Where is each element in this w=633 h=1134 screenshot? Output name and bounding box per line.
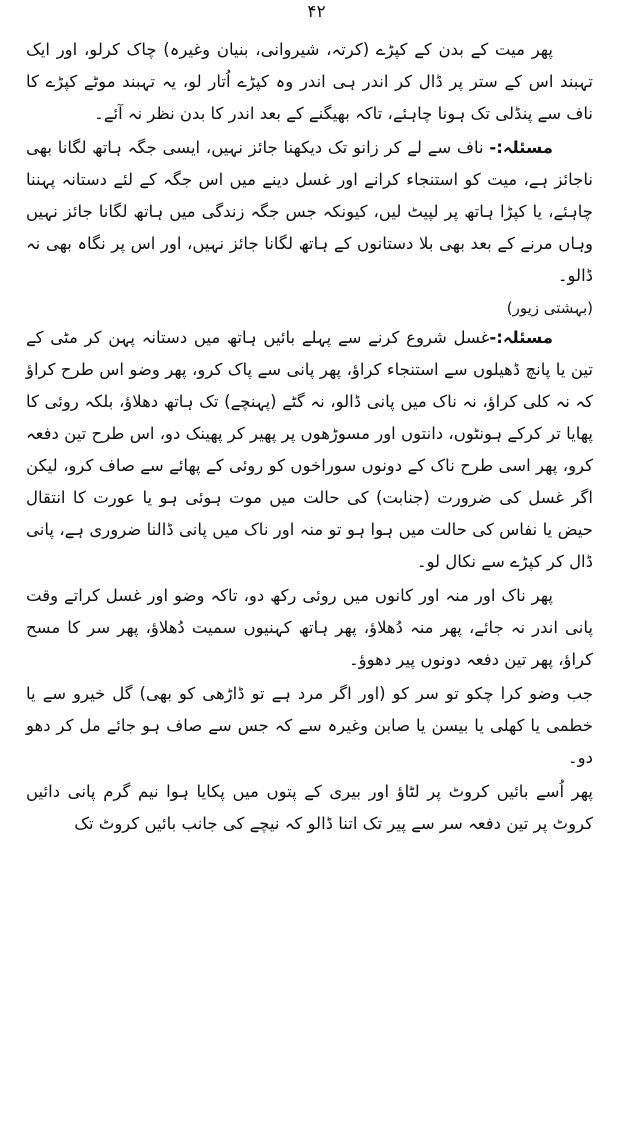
source-note: (بہشتی زیور): [506, 299, 593, 317]
paragraph-2: [26, 132, 593, 292]
paragraph-5: [26, 678, 593, 774]
page-number: ۴۲: [307, 2, 326, 22]
paragraph-1: [26, 34, 593, 130]
paragraph-1-text: پھر میت کے بدن کے کپڑے (کرتہ، شیروانی، بنیان وغیرہ) چاک کرلو، اور ایک تہبند اس کے ستر پر ڈال کر اندر ہی اندر وہ کپڑے اُتار لو، یہ تہبند موٹے کپڑے کا ناف سے پنڈلی تک ہونا چاہئے، تاکہ بھیگنے کے بعد اندر کا بدن نظر نہ آئے۔: [26, 40, 593, 123]
paragraph-3-text: غسل شروع کرنے سے پہلے بائیں ہاتھ میں دستانہ پہن کر مٹی کے تین یا پانچ ڈھیلوں سے استنجاء کراؤ، پھر پانی سے پاک کرو، پھر وضو اس طرح کراؤ کہ نہ کلی کراؤ، نہ ناک میں پانی ڈالو، نہ گٹے (پہنچے) تک ہاتھ دھلاؤ، بلکہ روئی کا پھایا تر کرکے ہونٹوں، دانتوں اور مسوڑھوں پر پھیر کر پھینک دو، اس طرح تین دفعہ کرو، پھر اسی طرح ناک کے دونوں سوراخوں کو روئی کے پھائے سے صاف کرو، لیکن اگر غسل کی ضرورت (جنابت) کی حالت میں موت ہوئی ہو یا عورت کا انتقال حیض یا نفاس کی حالت میں ہوا ہو تو منہ اور ناک میں پانی ڈالنا ضروری ہے، پانی ڈال کر کپڑے سے نکال لو۔: [26, 328, 593, 571]
masala-label: مسئلہ:-: [489, 138, 553, 157]
paragraph-6-text: پھر اُسے بائیں کروٹ پر لٹاؤ اور بیری کے پتوں میں پکایا ہوا نیم گرم پانی دائیں کروٹ پر تین دفعہ سر سے پیر تک اتنا ڈالو کہ نیچے کی جانب بائیں کروٹ تک: [26, 782, 593, 833]
paragraph-4-text: پھر ناک اور منہ اور کانوں میں روئی رکھ دو، تاکہ وضو اور غسل کراتے وقت پانی اندر نہ جائے، پھر منہ دُھلاؤ، پھر ہاتھ کہنیوں سمیت دُھلاؤ، پھر سر کا مسح کراؤ، پھر تین دفعہ دونوں پیر دھوؤ۔: [26, 586, 593, 669]
paragraph-3: [26, 322, 593, 578]
paragraph-2-text: ناف سے لے کر زانو تک دیکھنا جائز نہیں، ایسی جگہ ہاتھ لگانا بھی ناجائز ہے، میت کو استنجاء کرانے اور غسل دینے میں اس جگہ کے لئے دستانہ پہننا چاہئے، یا کپڑا ہاتھ پر لپیٹ لیں، کیونکہ جس جگہ زندگی میں ہاتھ لگانا جائز نہیں وہاں مرنے کے بعد بھی بلا دستانوں کے ہاتھ لگانا جائز نہیں، اور اس پر نگاہ بھی نہ ڈالو۔: [26, 138, 593, 285]
paragraph-4: [26, 580, 593, 676]
paragraph-5-text: جب وضو کرا چکو تو سر کو (اور اگر مرد ہے تو ڈاڑھی کو بھی) گل خیرو سے یا خطمی یا کھلی یا بیسن یا صابن وغیرہ سے کہ جس سے صاف ہو جائے مل کر دھو دو۔: [26, 684, 593, 767]
paragraph-6: [26, 776, 593, 840]
page-body: [26, 34, 593, 842]
masala-label: مسئلہ:-: [489, 328, 553, 347]
